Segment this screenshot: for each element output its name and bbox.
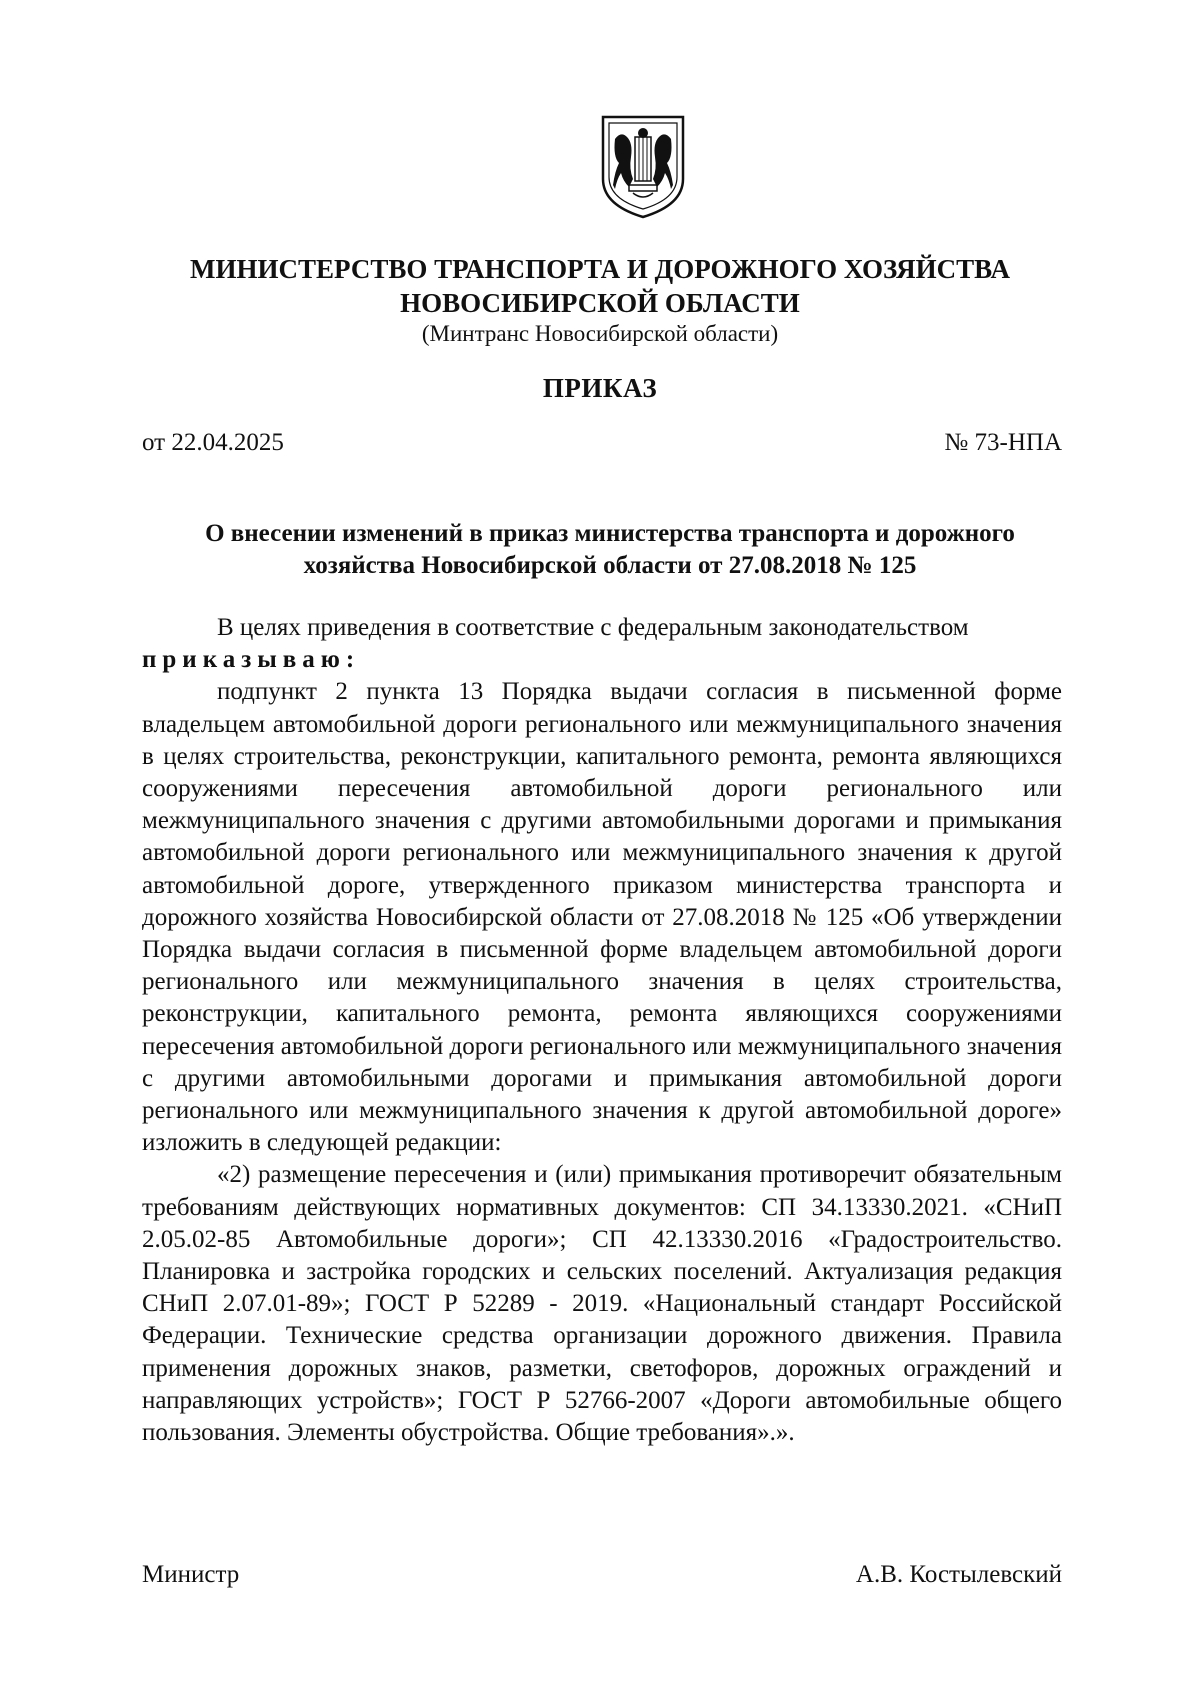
document-type: ПРИКАЗ <box>542 373 658 403</box>
ministry-name <box>0 252 1200 320</box>
novosibirsk-coat-of-arms-icon <box>599 113 687 221</box>
order-body <box>142 612 1062 1449</box>
ministry-line-2: НОВОСИБИРСКОЙ ОБЛАСТИ <box>400 288 800 318</box>
signatory-title: Министр <box>142 1561 240 1588</box>
ministry-line-1: МИНИСТЕРСТВО ТРАНСПОРТА И ДОРОЖНОГО ХОЗЯЙСТВА <box>190 254 1010 284</box>
ministry-abbreviation: (Минтранс Новосибирской области) <box>421 321 779 346</box>
paragraph-1: подпункт 2 пункта 13 Порядка выдачи согласия в письменной форме владельцем автомобильной дороги регионального или межмуниципального значения в целях строительства, реконструкции, капитального ремонта, ремонта являющихся сооружениями пересечения автомобильной дороги регионального или межмуниципального значения с другими автомобильными дорогами и примыкания автомобильной дороги регионального или межмуниципального значения к другой автомобильной дороге, утвержденного приказом министерства транспорта и дорожного хозяйства Новосибирской области от 27.08.2018 № 125 «Об утверждении Порядка выдачи согласия в письменной форме владельцем автомобильной дороги регионального или межмуниципального значения в целях строительства, реконструкции, капитального ремонта, ремонта являющихся сооружениями пересечения автомобильной дороги регионального или межмуниципального значения с другими автомобильными дорогами и примыкания автомобильной дороги регионального или межмуниципального значения к другой автомобильной дороге» изложить в следующей редакции: <box>142 678 1062 1157</box>
order-date: от 22.04.2025 <box>142 429 284 456</box>
paragraph-2: «2) размещение пересечения и (или) примыкания противоречит обязательным требованиям действующих нормативных документов: СП 34.13330.2021. «СНиП 2.05.02-85 Автомобильные дороги»; СП 42.13330.2016 «Градостроительство. Планировка и застройка городских и сельских поселений. Актуализация редакция СНиП 2.07.01-89»; ГОСТ Р 52289 - 2019. «Национальный стандарт Российской Федерации. Технические средства организации дорожного движения. Правила применения дорожных знаков, разметки, светофоров, дорожных ограждений и направляющих устройств»; ГОСТ Р 52766-2007 «Дороги автомобильные общего пользования. Элементы обустройства. Общие требования».». <box>142 1161 1062 1447</box>
order-number: № 73-НПА <box>944 429 1062 456</box>
order-word: приказываю: <box>142 646 361 674</box>
order-subject: О внесении изменений в приказ министерства транспорта и дорожного хозяйства Новосибирской области от 27.08.2018 № 125 <box>205 520 1015 579</box>
preamble: В целях приведения в соответствие с федеральным законодательством <box>217 614 969 641</box>
signatory-name: А.В. Костылевский <box>855 1561 1062 1588</box>
